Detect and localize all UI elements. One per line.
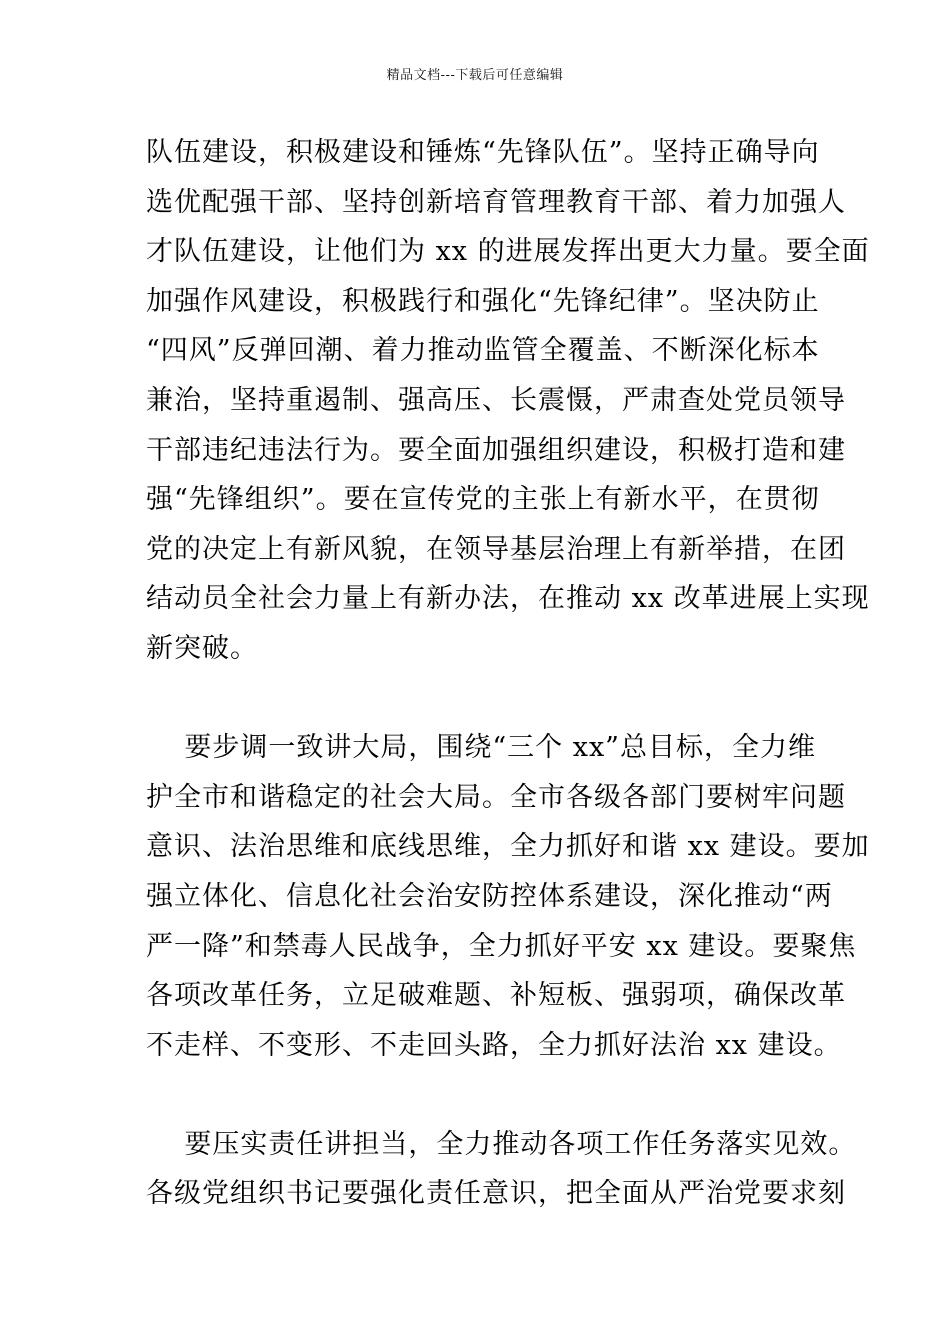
text-line: “四风”反弹回潮、着力推动监管全覆盖、不断深化标本: [146, 335, 820, 367]
text-line: 党的决定上有新风貌，在领导基层治理上有新举措，在团: [146, 533, 846, 565]
paragraph: [146, 128, 870, 674]
text-line: 兼治，坚持重遏制、强高压、长震慑，严肃查处党员领导: [146, 384, 846, 416]
text-line: 护全市和谐稳定的社会大局。全市各级各部门要树牢问题: [146, 781, 846, 813]
text-line: 各项改革任务，立足破难题、补短板、强弱项，确保改革: [146, 980, 846, 1012]
document-body: [146, 128, 870, 1219]
text-line: 才队伍建设，让他们为 xx 的进展发挥出更大力量。要全面: [146, 236, 870, 268]
text-line: 意识、法治思维和底线思维，全力抓好和谐 xx 建设。要加: [146, 831, 870, 863]
text-line: 严一降”和禁毒人民战争，全力抓好平安 xx 建设。要聚焦: [146, 930, 857, 962]
page-header: 精品文档---下载后可任意编辑: [386, 68, 564, 83]
text-line: 各级党组织书记要强化责任意识，把全面从严治党要求刻: [146, 1178, 846, 1210]
text-line: 加强作风建设，积极践行和强化“先锋纪律”。坚决防止: [146, 285, 820, 317]
paragraph: [146, 1120, 857, 1219]
text-line: 要步调一致讲大局，围绕“三个 xx”总目标，全力维: [146, 732, 816, 764]
paragraph-spacer: [146, 674, 826, 724]
text-line: 新突破。: [146, 632, 258, 664]
text-line: 干部违纪违法行为。要全面加强组织建设，积极打造和建: [146, 434, 846, 466]
text-line: 不走样、不变形、不走回头路，全力抓好法治 xx 建设。: [146, 1029, 842, 1061]
text-line: 强立体化、信息化社会治安防控体系建设，深化推动“两: [146, 880, 833, 912]
text-line: 强“先锋组织”。要在宣传党的主张上有新水平，在贯彻: [146, 484, 820, 516]
paragraph-spacer: [146, 1070, 826, 1120]
text-line: 要压实责任讲担当，全力推动各项工作任务落实见效。: [146, 1128, 857, 1160]
paragraph: [146, 723, 870, 1070]
text-line: 选优配强干部、坚持创新培育管理教育干部、着力加强人: [146, 186, 846, 218]
text-line: 结动员全社会力量上有新办法，在推动 xx 改革进展上实现: [146, 583, 870, 615]
text-line: 队伍建设，积极建设和锤炼“先锋队伍”。坚持正确导向: [146, 137, 820, 168]
